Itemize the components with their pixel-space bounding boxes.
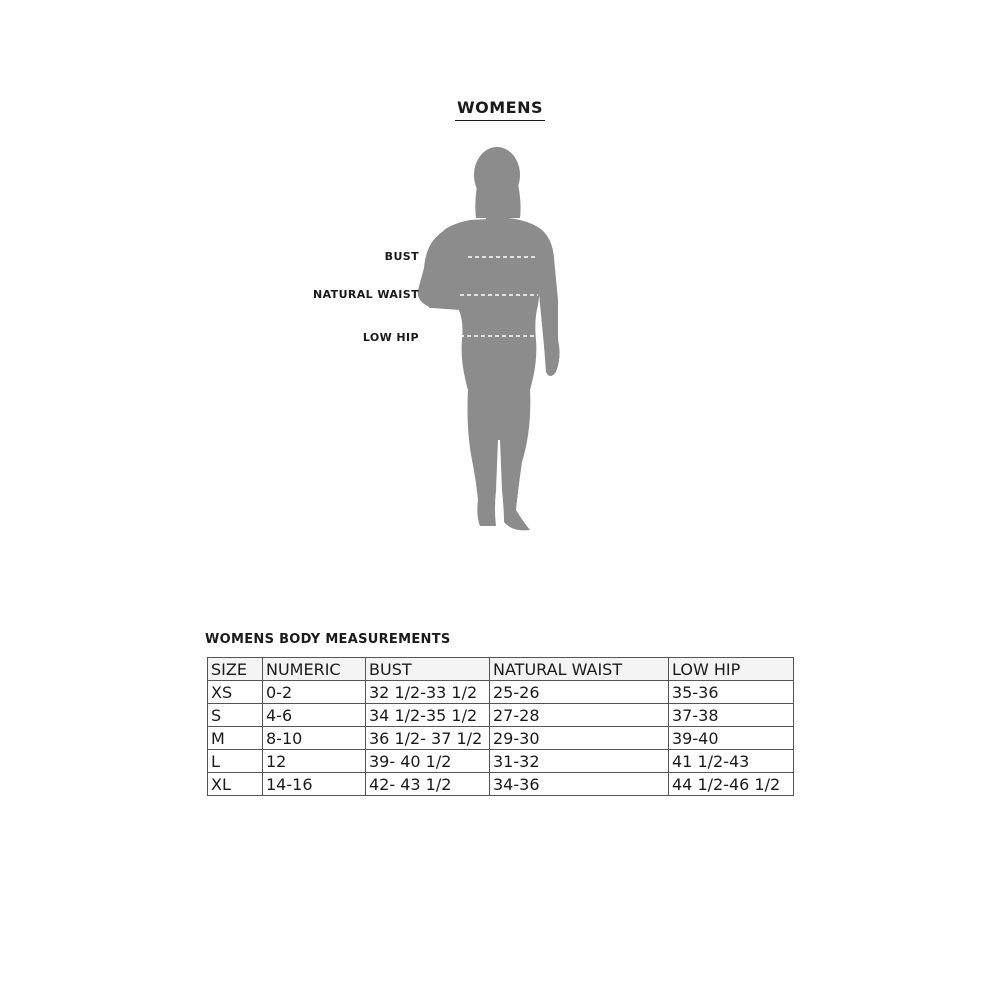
bust-label: BUST	[384, 250, 419, 263]
header-low-hip: LOW HIP	[669, 658, 794, 681]
cell-numeric: 0-2	[263, 681, 366, 704]
cell-numeric: 8-10	[263, 727, 366, 750]
cell-low-hip: 39-40	[669, 727, 794, 750]
cell-numeric: 12	[263, 750, 366, 773]
table-row	[208, 704, 794, 727]
cell-natural-waist: 34-36	[490, 773, 669, 796]
header-numeric: NUMERIC	[263, 658, 366, 681]
cell-low-hip: 37-38	[669, 704, 794, 727]
cell-natural-waist: 25-26	[490, 681, 669, 704]
cell-bust: 32 1/2-33 1/2	[366, 681, 490, 704]
header-natural-waist: NATURAL WAIST	[490, 658, 669, 681]
size-table	[207, 657, 794, 796]
table-row	[208, 750, 794, 773]
cell-bust: 42- 43 1/2	[366, 773, 490, 796]
cell-numeric: 14-16	[263, 773, 366, 796]
page-title-text: WOMENS	[455, 98, 545, 121]
cell-natural-waist: 29-30	[490, 727, 669, 750]
cell-size: XS	[208, 681, 263, 704]
table-row	[208, 773, 794, 796]
body-figure	[300, 140, 700, 540]
low-hip-label: LOW HIP	[362, 331, 419, 344]
cell-numeric: 4-6	[263, 704, 366, 727]
header-bust: BUST	[366, 658, 490, 681]
cell-natural-waist: 31-32	[490, 750, 669, 773]
cell-bust: 36 1/2- 37 1/2	[366, 727, 490, 750]
cell-low-hip: 44 1/2-46 1/2	[669, 773, 794, 796]
table-row	[208, 681, 794, 704]
cell-natural-waist: 27-28	[490, 704, 669, 727]
cell-size: L	[208, 750, 263, 773]
header-size: SIZE	[208, 658, 263, 681]
woman-silhouette-icon	[300, 140, 700, 540]
cell-low-hip: 41 1/2-43	[669, 750, 794, 773]
cell-size: M	[208, 727, 263, 750]
table-header-row	[208, 658, 794, 681]
cell-bust: 34 1/2-35 1/2	[366, 704, 490, 727]
cell-size: S	[208, 704, 263, 727]
table-title: WOMENS BODY MEASUREMENTS	[205, 632, 451, 647]
natural-waist-label: NATURAL WAIST	[313, 288, 419, 301]
cell-size: XL	[208, 773, 263, 796]
cell-bust: 39- 40 1/2	[366, 750, 490, 773]
cell-low-hip: 35-36	[669, 681, 794, 704]
table-row	[208, 727, 794, 750]
page-title	[0, 98, 1000, 121]
